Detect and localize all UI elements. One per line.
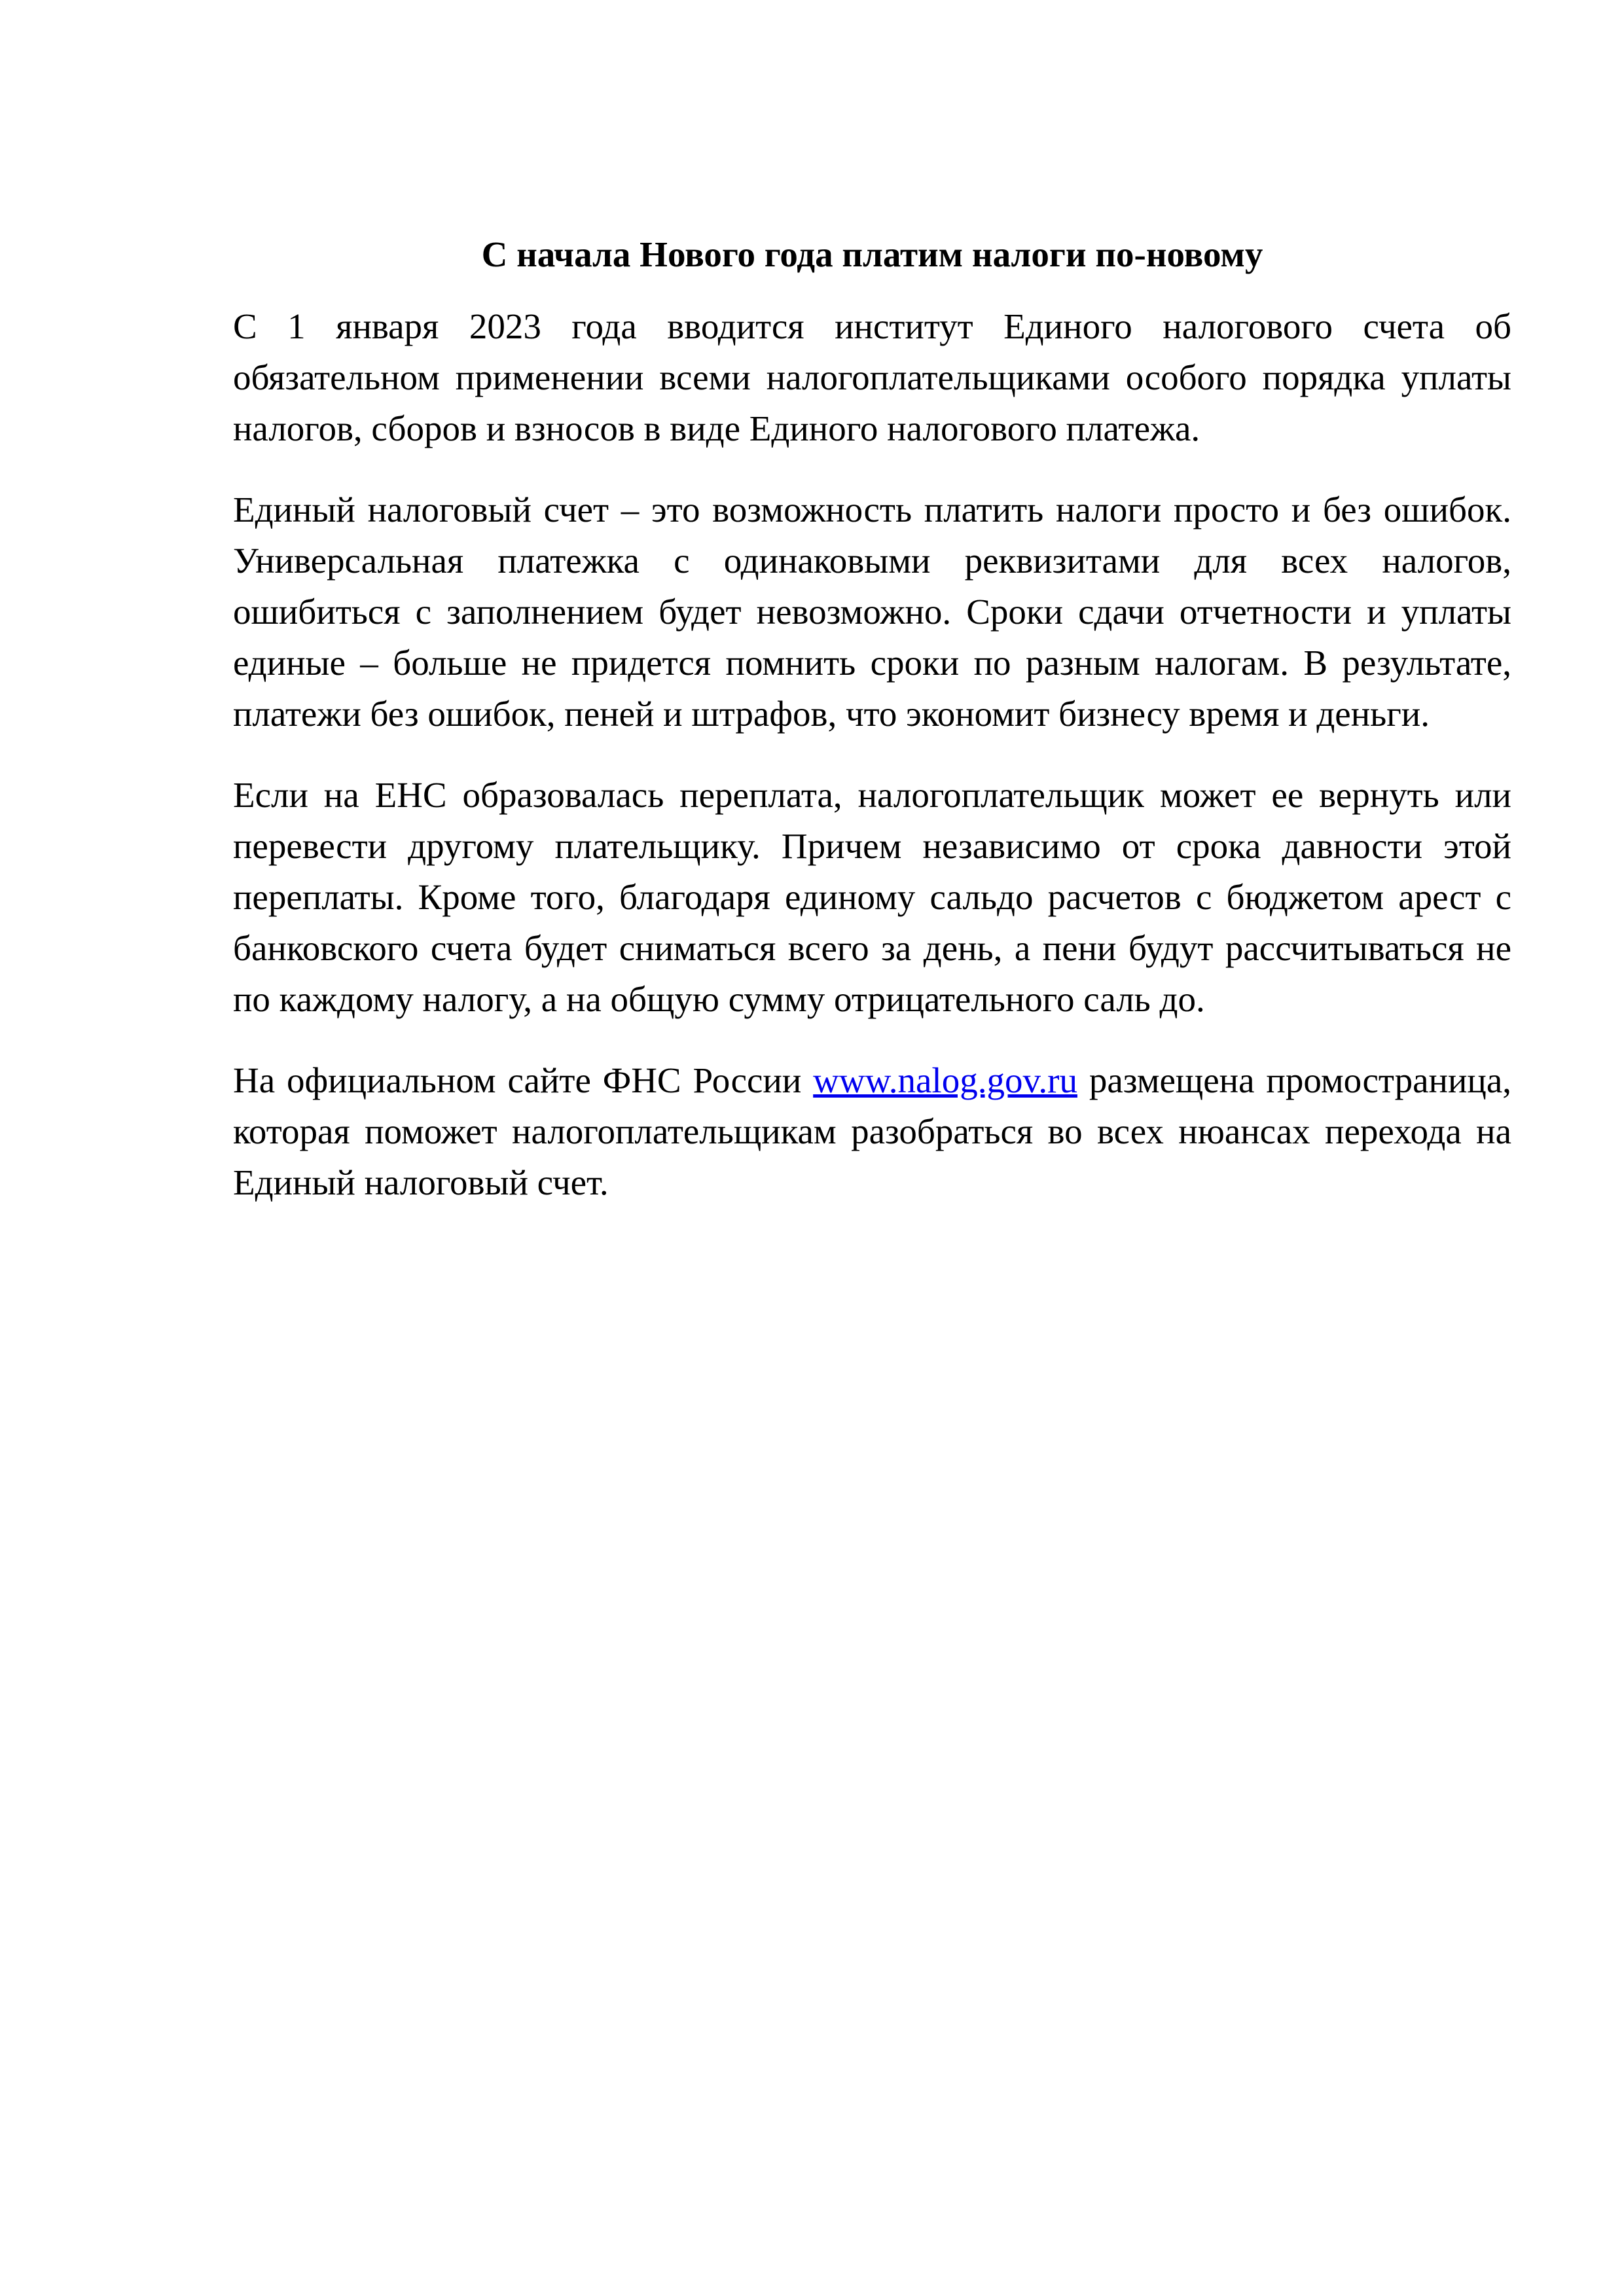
document-title: С начала Нового года платим налоги по-новому	[481, 234, 1263, 274]
paragraph-text-before-link: На официальном сайте ФНС России	[233, 1060, 814, 1100]
paragraph-ens-introduction: С 1 января 2023 года вводится институт Единого налогового счета об обязательном применении всеми налогоплательщиками особого порядка уплаты налогов, сборов и взносов в виде Единого налогового платежа.	[233, 306, 1511, 448]
paragraph-text-after-link: размещена промостраница, которая поможет налогоплательщикам разобраться во всех нюансах перехода на Единый налоговый счет.	[233, 1060, 1511, 1202]
paragraph-overpayment: Если на ЕНС образовалась переплата, налогоплательщик может ее вернуть или перевести другому плательщику. Причем независимо от срока давности этой переплаты. Кроме того, благодаря единому сальдо расчетов с бюджетом арест с банковского счета будет сниматься всего за день, а пени будут рассчитываться не по каждому налогу, а на общую сумму отрицательного саль до.	[233, 775, 1511, 1019]
paragraph-ens-benefits: Единый налоговый счет – это возможность платить налоги просто и без ошибок. Универсальная платежка с одинаковыми реквизитами для всех налогов, ошибиться с заполнением будет невозможно. Сроки сдачи отчетности и уплаты единые – больше не придется помнить сроки по разным налогам. В результате, платежи без ошибок, пеней и штрафов, что экономит бизнесу время и деньги.	[233, 490, 1511, 734]
document-body	[233, 229, 1511, 1208]
paragraph-fns-website	[233, 1055, 1511, 1208]
nalog-website-link[interactable]: www.nalog.gov.ru	[813, 1060, 1077, 1100]
